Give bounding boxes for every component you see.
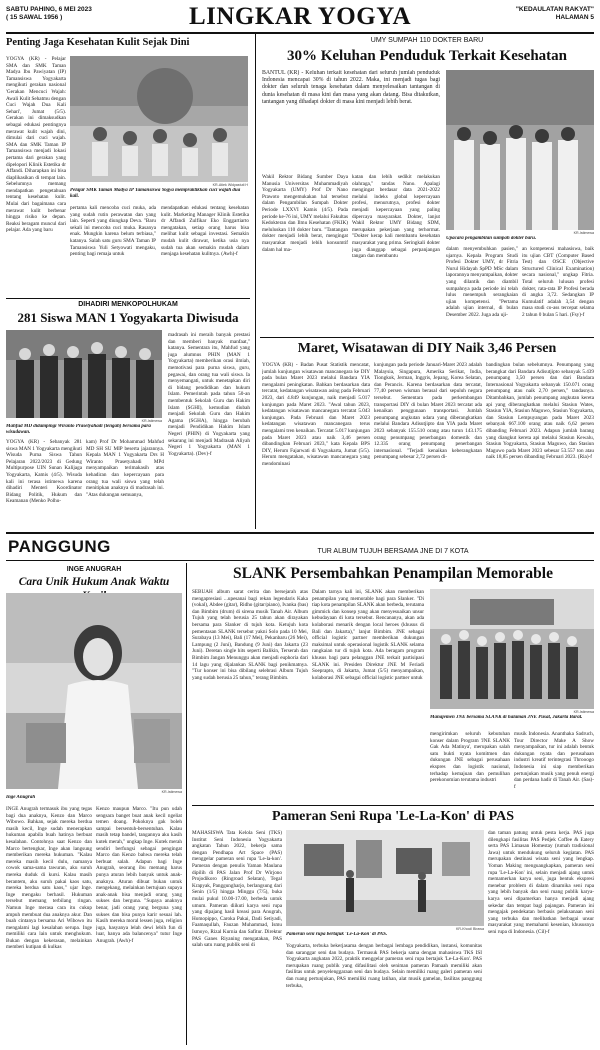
body-pas-col2: Yogyakarta, terbuka bekerjasama dengan berbagai lembaga pendidikan, instansi, komunitas dan saranggar seni dan budaya. Termasuk PAS bekerja sama dengan mahasiswa TKS ISI Yogyakarta angkatan 2022, praktik menggelar pameran seni rupa bertajuk 'Le-La-Kon'. PAS merupakan ruang publik yang difasilitasi oleh seniman pameran Pamaah memiliki akan fasilitas untuk penyelenggaraan seni dan budaya. Selain memiliki ruang galeri pameran seni dan ruang pertunjukan, PAS memiliki ruang latihan, alat musik gamelan, fasilitas panggung terbuka, [286, 943, 482, 989]
date-sub-text: ( 15 SAWAL 1956 ) [6, 14, 63, 21]
header-rule [6, 32, 594, 34]
photo-pas [286, 830, 484, 926]
headline-dokter: 30% Keluhan Penduduk Terkait Kesehatan [286, 48, 568, 64]
header-date [6, 6, 92, 22]
body-wisatawan-col2: kunjungan pada periode Januari-Maret 2023 adalah Malaysia, Singapura, Amerika Serikat, India, Tiongkok, Jerman, Inggris, Jepang, Korea Selatan, dan Perancis. Karena berdasarkan data tercatat, 77,40 persen wisman berasal dari sepuluh negara tersebut. Sementara pada perkembangan transportasi DIY di bulan Maret 2023 tercatat ada kenaikan penggunaan transportasi. Jumlah penumpang angkutan udara yang diberangkatkan melalui Bandara Adisutjipto dan YIA pada Maret 2023 sebanyak 155.510 orang atau turun 143.175 orang penumpang penerbangan domestik dan 12.335 orang penumpang penerbangan internasional. "Terjadi kenaikan keberangkatan penumpang sebesar 2,72 persen di- [374, 362, 482, 461]
body-wisatawan-col1: YOGYA (KR) - Badan Pusat Statistik mencatat, jumlah kunjungan wisatawan mancanegara ke DIY pada bulan Maret 2023 melalui Bandara YIA mengalami peningkatan. Bahkan berdasarkan data tercatat, kedatangan wisatawan asing pada Februari 2023, dari 4.849 kunjungan, naik menjadi 5.017 kunjungan pada Maret 2023. "Awal tahun 2023, kedatangan wisatawan mancanegara tercatat 5.043 kunjungan. Pada Februari dan Maret 2023 kedatangan wisatawan mancanegara terus mengalami tren kenaikan. Tercatat 5.017 kunjungan pada Maret 2023 atau naik 3,46 persen dibandingkan Februari 2023," kata Kepala BPS DIY, Herum Fajarwati di Yogyakarta, Jumat (5/5). Herum mengatakan, wisatawan mancanegara yang mendominasi [262, 362, 370, 467]
kicker-slank: TUR ALBUM TUJUH BERSAMA JNE DI 7 KOTA [317, 548, 469, 555]
credit-wisuda: KR-Istimewa [141, 419, 162, 423]
photo-wisuda [6, 330, 162, 418]
body-dokter-col2: katan dan lebih sedikit melakukan olahraga," tandas Nano. Apalagi mengingat berdasar data 2021-2022 melalui indeks global kepercayaan profesi, menurutnya, profesi dokter menjadi kepercayaan yang paling dipercaya masyarakat. Dokter, lanjut Wakil Rektor UMY Bidang SDM, merupakan pekerjaan yang terhormat. "Dokter kerap kali membantu kesehatan masyarakat yang prima. Seringkali dokter juga dianggap sebagai perpanjangan tangan dan membantu [352, 174, 440, 260]
credit-pas: KR-Khocil Birawa [456, 927, 484, 931]
body-slank-col2: Dalam tarnya kali ini, SLANK akan memberikan penampilan yang memorable bagi para Slanker. "Di tiap kota penampilan SLANK akan berbeda, terutama gimmick dan konsep yang akan menyesuaikan unsur kebudayaan di kota tersebut. Rencananya, akan ada kolaborasi menarik dengan local heroes (khusus di Bali dan Jakarta)," lanjut Bimbim. JNE sebagai official logistic partner memberikan dukungan maksimal untuk operasional logistik SLANK selama rangkaian tur di tujuh kota. Ada beragam program khusus bagi para pelanggan JNE terkait partisipasi SLANK ini. Presiden Direktur JNE M Feriadi Soeprapto, di Jakarta, Jumat (5/5) menyampaikan, kolaborasi JNE sebagai official logistic partner untuk [312, 589, 424, 681]
body-kulit-col1: YOGYA (KR) - Pelajar SMA dan SMK Taman Madya Ibu Pawiyatan (IP) Tamansiswa Yogyakarta mengikuti gerakan nasional 'Gerakan Mencuci Wajah: Awali Kulit Sehatmu dengan Cuci Wajah Dua Kali Sehari', Jumat (5/5). Gerakan ini dimaksudkan sebagai edukasi pentingnya merawat kulit wajah dini, dimulai dari cuci wajah. SMA dan SMK Taman IP Tamansiswa menjadi lokasi pertama dari gerakan yang dipelopori Klinik Estetika dr Affandi. Diharapkan ini bisa diaplikasikan di tempat lain. Sebelumnya memang mendapatkan pengetahuan tentang kesehatan kulit. Mulai dari bagaimana cara merawat kulit berbenar hingga risiko ke depan. Reaksi beragam muncul dari pelajar. Ada yang baru [6, 56, 66, 234]
body-kulit-col3: mendapatkan edukasi tentang kesehatan kulit. Marketing Manager Klinik Estetika dr Affandi Zulfikar Eko Enggartiarto mengatakan, setiap orang harus bisa melihat kulit sebagai investasi. Semakin mudah kulit dirawat, ketika usia nya sudah tua akan semakin mudah dalam menjaga kesehatan kulitnya. (Awh)-f [161, 205, 249, 258]
caption-inge: Inge Anugrah [6, 795, 36, 800]
caption-slank: Manajemen JNE bersama SLANK di halaman JNE Pusat, Jakarta Barat. [430, 715, 583, 720]
headline-pas: Pameran Seni Rupa 'Le-La-Kon' di PAS [271, 809, 515, 824]
divider-dokter [260, 337, 594, 338]
body-wisatawan-col3: bandingkan bulan sebelumnya. Penumpang yang berangkat dari Bandara Adisutjipto sebanyak 5.439 penumpang 3,50 persen dan dari Bandara Internasional Yogyakarta sebanyak 150.071 orang penumpang atau naik 2,70 persen," tandasnya. Ditambahkan, jumlah penumpang angkutan kereta api yang diberangkatkan melalui Stasiun Wates, Stasiun YIA, Stasiun Maguwo, Stasiun Yogyakarta, dan Stasiun Lempuyangan pada Maret 2023 sebanyak 667.100 orang atau naik 6,62 persen dibanding Februari 2023. Adapun jumlah barang yang diangkut kereta api melalui Stasiun Kewalu, Stasiun Yogyakarta, Stasiun Maguwo, dan Stasiun Maguwo pada Maret 2023 sebesar 53.557 ton atau naik 18,85 persen dibanding Februari 2023. (Ria)-f [486, 362, 594, 461]
credit-slank: KR-Istimewa [573, 710, 594, 714]
body-pas-col3: dan taman patung untuk pesta kerja. PAS juga dilengkapi fasilitas PAS Pedjek Coffee & Eatery serta PAS Limasan Homestay (rumah tradisional Jawa) untuk mendukung seluruh kegiatan. PAS merupakan destinasi wisata seni yang lengkap. Yoman Making menguangkapkan, pameran seni rupa 'Le-La-Kon' ini, selain menjadi ajang untuk memamerkan karya seni, juga bentuk ekspresi menebar problem di dalam dinamika seni rupa yang lebih banyak dan seni ruang publik karya-karya seni dipamerkan hanya menjadi ajang sekedar dan tempat bagi pajangan. Pameran ini mengajak pendekatan berbasis pelaksanaan seni yang terbuka dan melibatkan berbagai unsur masyarakat yang memahami kesenian, khususnya seni rupa di Indonesia. (Cil)-f [488, 830, 594, 935]
page-number: HALAMAN 5 [555, 14, 594, 21]
body-inge-col1: INGE Anugrah termasuk ibu yang tegas bagi dua anaknya, Kenzo dan Marco Wibowo. Bahkan, sejak mereka berdua masih kecil, Inge sudah menerapkan hukuman apabila buah hatinya berbuat kesalahan. Contohnya saat Kenzo dan Marco bertengkar, Inge akan langsung memberikan mereka hukuman. "Kalau mereka masih kecil dulu, namanya cowok sama-sama tawuran, aku suruh mereka duduk di kursi. Kalau masih berantem, aku suruh pakai kaos satu, mereka berdua satu kaos," ujar Inge. Inge mengaku berhasil. Hukuman tersebut memang terbilang ringan. Namun Inge merasa cara itu cukup ampuh membuat dua anaknya akur. Dan buah cintanya bersama Ari Wibowo itu mengalami lagi kesalahan serupa. Inge memiliki cara lain untuk menghukum. Bukan dengan kekerasan, melainkan memberi kutipan di kulkas [6, 806, 92, 951]
body-dokter-col3: dalam menyembuhkan pasien," ujarnya. Kepala Program Studi Profesi Dokter UMY, dr Fitria Nurul Hidayah SpPD MSc dalam laporannya menyampaikan, dokter yang dilantik dan diambil sumpahnya pada periode ini telah lulus menempuh serangkaian ujian kompetensi. "Pertama adalah ujian internal, di bulan Desember 2022. Juga ada uji- [446, 246, 518, 318]
body-dokter-col4: an kompetensi mahasiswa, baik itu ujian CBT (Computer Based Test) dan OSCE (Objective Structured Clinical Examination) secara nasional," ungkap Fitria. Total seluruh lulusan profesi dokter, rata-rata IP Profesi berada di angka 3,72. Sedangkan IP Kumulatif adalah 3,54 dengan masa studi co-ass tercepat selama 2 tahun 0 bulan 5 hari. (Fsy)-f [522, 246, 594, 318]
panggung-column-divider [186, 563, 187, 1045]
photo-kulit [70, 56, 248, 182]
column-divider [255, 34, 256, 529]
credit-dokter: KR-Istimewa [573, 231, 594, 235]
divider-kulit [6, 298, 250, 299]
divider-slank [192, 805, 594, 806]
body-wisuda-col1: YOGYA (KR) - Sebanyak 281 siswa MAN 1 Yogyakarta mengikuti Wisuda Purna Siswa Tahun Pelajaran 2022/2023 di Gedung Multipurpose UIN Sunan Kalijaga Yogyakarta, Kamis (4/5). Wisuda kali ini terasa istimewa karena dihadiri Menteri Koordinator Bidang Politik, Hukum dan Keamanan (Menko Polhu- [6, 439, 82, 505]
section-panggung: PANGGUNG [8, 537, 111, 556]
headline-wisatawan: Maret, Wisatawan di DIY Naik 3,46 Persen [297, 341, 557, 356]
headline-kulit: Penting Jaga Kesehatan Kulit Sejak Dini [6, 37, 190, 48]
kicker-wisuda: DIHADIRI MENKOPOLHUKAM [78, 301, 178, 308]
caption-kulit: Pelajar SMK Taman Madya IP Tamansiswa Yogya mempraktikkan cuci wajah dua kali. [70, 188, 241, 200]
body-slank-col3: mengirimkan seluruh kebutuhan konser dalam Program 'JNE SLANK Gak Ada Matinya', merupakan salah satu bukti nyata komitmen dan dukungan JNE sebagai perusahaan ekspres dan logistik nasional, terhadap kemajuan dan pemulihan perekonomian terutama industri [430, 731, 510, 784]
motto-text: "KEDAULATAN RAKYAT" [515, 6, 594, 13]
date-text: SABTU PAHING, 6 MEI 2023 [6, 6, 92, 13]
credit-inge: KR-Istimewa [161, 790, 182, 794]
body-slank-col4: musik Indonesia. Ananthaka Sadruch, Tour Director Make A Show menyampaikan, tur ini adalah bentuk dukungan nyata dan perusahaan industri kreatif terintegrasi Throoogo Indonesia ini siap memberikan pertunjukan musik yang penuh energi dan perdana hadir di Tanah Air. (Sas)-f [514, 731, 594, 790]
body-wisuda-col2: kam) Prof Dr Mohammad Mahfud MD SH SU MIP beserta jajarannya. Kepala MAN 1 Yogyakarta Drs H Wiranto Prasetyahadi MPd menyampaikan terimakasih atas kehadiran dan kepercayaan para orang tua wali siswa yang telah menitipkan anaknya di madrasah ini. "Atas dukungan semuanya, [86, 439, 164, 498]
masthead: LINGKAR YOGYA [188, 3, 412, 30]
photo-slank [430, 589, 594, 709]
credit-kulit: KR-Atiek Widyastuti H [212, 183, 248, 187]
header-right [516, 6, 594, 22]
body-kulit-col2: pertama kali mencoba cuci muka, ada yang sudah rutin perawatan dan yang lain. Seperti yang diungkap Deva. "Baru sekali ini mencoba cuci muka. Rasanya enak. Mungkin karena belum terbiasa," katanya. Salah satu guru SMA Taman IP Tamansiswa Yuli Setyowati mengaku, penting bagi remaja untuk [70, 205, 156, 258]
caption-dokter: Upacara pengambilan sumpah dokter baru. [446, 236, 537, 241]
kicker-inge: INGE ANUGRAH [66, 566, 122, 573]
photo-dokter [446, 70, 594, 230]
kicker-dokter: UMY SUMPAH 110 DOKTER BARU [370, 37, 484, 44]
panggung-under-rule [6, 560, 594, 561]
photo-inge [6, 593, 182, 789]
headline-slank: SLANK Persembahkan Penampilan Memorable [233, 565, 553, 582]
caption-pas: Pameran seni rupa bertajuk 'Le-La-Kon' di PAS. [286, 932, 388, 937]
body-dokter-col1: Wakil Rektor Bidang Sumber Daya Manusia Universitas Muhammadiyah Yogyakarta (UMY) Prof Dr Nano Prawoto mengemukakan hal tersebut dalam Pengambilan Sumpah Dokter Periode LXXVI Kamis (4/5). Pada periode ke-76 ini, UMY melalui Fakultas Kedokteran dan Ilmu Kesehatan (FKIK) meluluskan 110 dokter baru. "Tantangan dokter menjadi lebih berat, mengingat masyarakat menjadi lebih konsumtif dalam hal ma- [262, 174, 348, 253]
panggung-top-rule [6, 532, 594, 534]
body-pas-col1: MAHASISWA Tata Kelola Seni (TKS) Institut Seni Indonesia Yogyakarta angkatan Tahun 2022, bekerja sama dengan Pendhapa Art Space (PAS) menggelar pameran seni rupa 'Le-la-kon'. Pameran dengan penulis Yaman Maulana dipilih di PAS Jalan Prof Dr Wirjono Projodikoro (Ringroad Selatan), Tegal Krapyak, Panggungharjo, berlangsung dari Senin (1/5) hingga Minggu (7/5), buka mulai pukul 10.00-17.00, berbeda untuk umum. Pameran diikuti karya seni rupa yang dipajang hasil kreasi para Anugrah, Homopippo, Caroka Pakai, Dadi Setiyadi, Faamaqullah, Fauzan Muhammad, Ismu Ismoyo, Rizal Kurnia dan Safitur. Direktur PAS Ganes Riyaning mengatakan, PAS salah satu ruang publik seni di [192, 830, 282, 949]
lead-dokter: BANTUL (KR) - Keluhan terkait kesehatan dari seluruh jumlah penduduk Indonesia mencapai 30% di tahun 2022. Maka, ini menjadi tugas bagi dokter dan seluruh tenaga kesehatan dalam menyelesaikan tantangan di dunia kesehatan di masa kini dan masa yang akan datang. Bisa ditakutkan, tantangan yang dihadapi dokter di masa kini menjadi lebih berat. [262, 70, 440, 105]
body-wisuda-col3: madrasah ini meraih banyak prestasi dan memberi banyak manfaat," katanya. Sementara itu, Mahfud yang juga alumnus PHIN (MAN 1 Yogyakarta) memberikan orasi ilmiah, memotivasi para purna siswa, guru, pegawai, dan orang tua wali siswa. Ia menyemangati, untuk menetapkan diri di bidang pendidikan dan hukum Islam. Pemerintah pada tahun 50-an membentuk Sekolah Guru dan Hakim Islam (SGHI), kemudian diubah menjadi Sekolah Guru dan Hakim Agama (SGHA), hingga berubah menjadi Pendidikan Hakim Islam Negeri (PHIN) di Yogyakarta yang sekarang ini menjadi Madrasah Aliyah Negeri 1 Yogyakarta (MAN 1 Yogyakarta). (Dev)-f [168, 332, 250, 457]
headline-wisuda: 281 Siswa MAN 1 Yogyakarta Diwisuda [17, 310, 239, 325]
headline-inge: Cara Unik Hukum Anak Waktu [18, 576, 170, 588]
caption-wisuda: Mahfud MD didampingi Wiranto Prasetyahadi (tengah) bersama para wisudawan. [6, 424, 151, 436]
body-slank-col1: SEBUAH album sarat cerita dan bersejarah atas mengapresiasi ...upesanai bagi rekan legendaris Kaka (vokal), Abdee (gitar), Ridho (gitar/piano), Ivanka (bas) dan Bimbim (drum) di sirena musik Tanah Air. Album Tujuh yang telah berusia 25 tahun akan dirayakan bersama para Slanker di tujuh kota. Ketujuh kota pementasan SLANK tersebut yakni Solo pada 10 Mei, Surabaya (13 Mei), Bali (17 Mei), Pekanbaru (26 Mei), Lampung (2 Juni), Bandung (9 Juni) dan Jakarta (23 Juni). Deretan single hits seperti Balikin, Terserah dan Bimbim Jangan Menunggu akan menjadi euphoria dari 14 lagu yang dijalankan SLANK bagi penikmatnya. "Tur konser ini bisa dibilang selebrasi Album Tujuh yang sudah berusia 25 tahun," terang Bimbim. [192, 589, 308, 681]
body-inge-col2: Kenzo maupun Marco. "Itu pun udah sengsara banget buat anak kecil ngeliat temen doang. Pokoknya gak boleh sampai bersentuh-bersentuhan. Kalau masih tetap bandel, tangannya aku kasih kutek merah," ungkap Inge. Kutek merah sendiri berfungsi sebagai pengingat Marco dan Kenzo bahwa mereka telah berbuat salah. Adapun bagi Inge Anugrah, seorang ibu memang harus punya aturan lebih banyak untuk anak-anaknya. Aturan dibuat bukan untuk mengekang, melainkan bertujuan supaya anak-anak bisa menjadi orang yang sukses dan berguna. "Supaya anaknya benar, jadi orang yang berguna yang sukses dan bisa punya karir sesuai lah. Kasih mereka moral lessen juga, religion juga, hasyanya lelah dewi lebih fun di luar, hanya ada balancenya" tutur Inge Anugrah. (Awh)-f [96, 806, 182, 944]
